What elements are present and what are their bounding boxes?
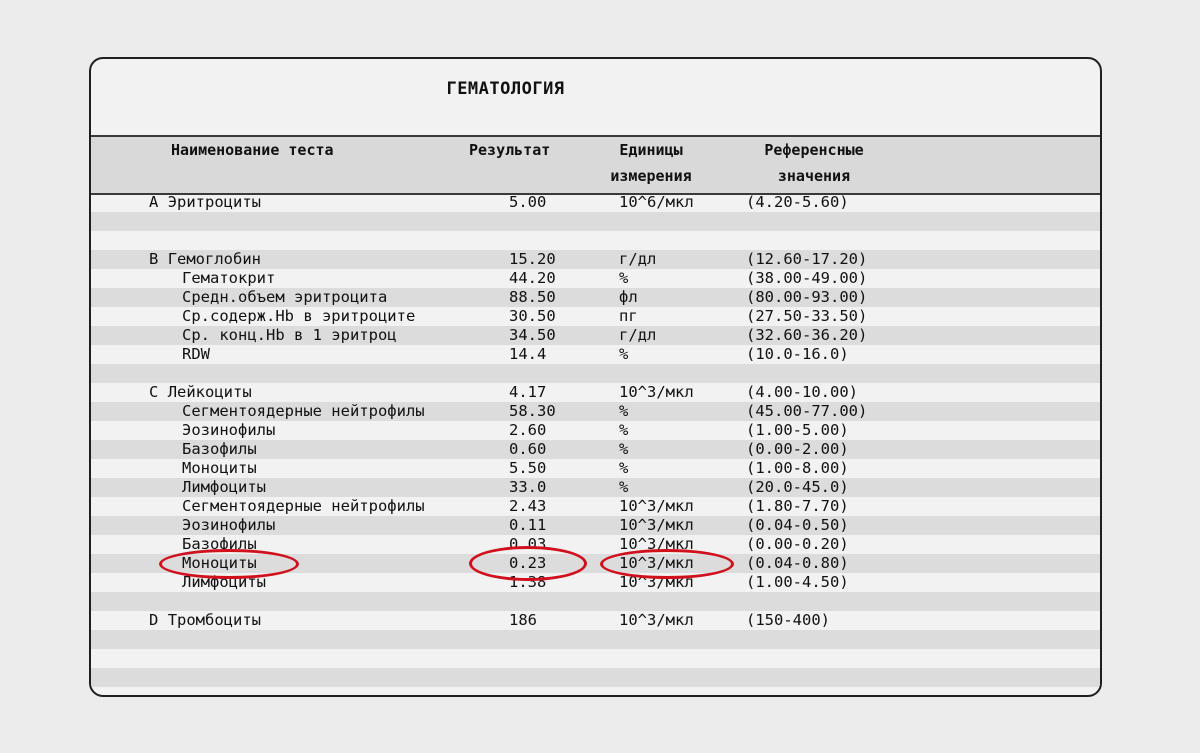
header-ref-line1: Референсные: [764, 141, 864, 159]
table-row: [91, 573, 1100, 592]
test-reference: (0.04-0.50): [746, 516, 849, 534]
test-name-text: Сегментоядерные нейтрофилы: [182, 402, 425, 420]
header-units-line1: Единицы: [619, 141, 683, 159]
test-name-text: Тромбоциты: [167, 611, 262, 629]
test-result: 2.60: [509, 421, 547, 439]
table-row: [91, 326, 1100, 345]
header-units-line2: измерения: [610, 167, 692, 185]
table-row: [91, 402, 1100, 421]
table-header: [91, 135, 1100, 195]
test-name: [182, 307, 415, 326]
table-row: [91, 440, 1100, 459]
header-result: Результат: [469, 141, 551, 159]
table-row-blank: [91, 687, 1100, 697]
test-name: [182, 440, 257, 459]
test-result: 5.00: [509, 193, 547, 211]
test-reference: (45.00-77.00): [746, 402, 868, 420]
test-reference: (32.60-36.20): [746, 326, 868, 344]
test-name-text: Лимфоциты: [182, 478, 266, 496]
test-result: 0.03: [509, 535, 547, 553]
test-unit: %: [619, 440, 629, 458]
table-row-blank: [91, 630, 1100, 649]
test-reference: (1.00-4.50): [746, 573, 849, 591]
test-name-text: Ср. конц.Hb в 1 эритроц: [182, 326, 397, 344]
table-row-blank: [91, 649, 1100, 668]
test-result: 58.30: [509, 402, 556, 420]
test-reference: (12.60-17.20): [746, 250, 868, 268]
test-name-text: Моноциты: [182, 554, 257, 572]
test-name: [149, 250, 261, 269]
test-unit: %: [619, 402, 629, 420]
test-name: [182, 421, 275, 440]
hematology-report: [89, 57, 1102, 697]
test-result: 15.20: [509, 250, 556, 268]
test-result: 0.11: [509, 516, 547, 534]
table-row: [91, 516, 1100, 535]
test-unit: %: [619, 459, 629, 477]
table-row: [91, 421, 1100, 440]
test-name: [182, 516, 275, 535]
section-letter: A: [149, 193, 159, 211]
results-table: [91, 193, 1100, 697]
test-name: [182, 497, 425, 516]
test-unit: %: [619, 269, 629, 287]
test-name: [149, 611, 261, 630]
table-row: [91, 497, 1100, 516]
test-name-text: Моноциты: [182, 459, 257, 477]
section-letter: C: [149, 383, 159, 401]
section-letter: D: [149, 611, 159, 629]
section-letter: B: [149, 250, 159, 268]
table-row: [91, 345, 1100, 364]
test-unit: %: [619, 345, 629, 363]
test-name: [182, 326, 397, 345]
test-unit: 10^3/мкл: [619, 535, 694, 553]
test-reference: (1.80-7.70): [746, 497, 849, 515]
test-name-text: Базофилы: [182, 440, 257, 458]
test-name: [182, 535, 257, 554]
test-reference: (0.04-0.80): [746, 554, 849, 572]
test-result: 0.60: [509, 440, 547, 458]
test-name: [149, 383, 252, 402]
test-result: 186: [509, 611, 537, 629]
test-unit: %: [619, 478, 629, 496]
test-reference: (1.00-8.00): [746, 459, 849, 477]
test-name-text: Базофилы: [182, 535, 257, 553]
test-name-text: Эозинофилы: [182, 516, 276, 534]
test-name: [182, 478, 266, 497]
test-unit: 10^3/мкл: [619, 383, 694, 401]
test-reference: (0.00-0.20): [746, 535, 849, 553]
table-row: [91, 459, 1100, 478]
test-result: 5.50: [509, 459, 547, 477]
table-row: [91, 307, 1100, 326]
test-name-text: Сегментоядерные нейтрофилы: [182, 497, 425, 515]
test-result: 1.38: [509, 573, 547, 591]
test-reference: (27.50-33.50): [746, 307, 868, 325]
table-row-blank: [91, 212, 1100, 231]
test-name-text: Эритроциты: [167, 193, 262, 211]
table-row: [91, 250, 1100, 269]
test-unit: 10^3/мкл: [619, 516, 694, 534]
test-unit: 10^6/мкл: [619, 193, 694, 211]
test-reference: (150-400): [746, 611, 830, 629]
table-row: [91, 478, 1100, 497]
test-name-text: Гематокрит: [182, 269, 276, 287]
test-name-text: RDW: [182, 345, 210, 363]
test-unit: 10^3/мкл: [619, 573, 694, 591]
test-name: [182, 459, 257, 478]
test-name: [182, 573, 266, 592]
test-reference: (4.20-5.60): [746, 193, 849, 211]
test-name: [182, 288, 387, 307]
table-row: [91, 611, 1100, 630]
test-unit: %: [619, 421, 629, 439]
table-row: [91, 554, 1100, 573]
test-reference: (38.00-49.00): [746, 269, 868, 287]
table-row: [91, 288, 1100, 307]
test-result: 33.0: [509, 478, 547, 496]
report-title: ГЕМАТОЛОГИЯ: [446, 79, 565, 99]
table-row: [91, 383, 1100, 402]
test-reference: (4.00-10.00): [746, 383, 858, 401]
test-result: 30.50: [509, 307, 556, 325]
test-unit: 10^3/мкл: [619, 554, 694, 572]
table-row: [91, 535, 1100, 554]
test-result: 14.4: [509, 345, 547, 363]
table-row: [91, 193, 1100, 212]
test-unit: 10^3/мкл: [619, 611, 694, 629]
test-name-text: Лейкоциты: [167, 383, 252, 401]
test-result: 44.20: [509, 269, 556, 287]
test-unit: фл: [619, 288, 638, 306]
table-row-blank: [91, 668, 1100, 687]
test-reference: (1.00-5.00): [746, 421, 849, 439]
header-ref-line2: значения: [777, 167, 851, 185]
test-name-text: Эозинофилы: [182, 421, 276, 439]
test-result: 34.50: [509, 326, 556, 344]
test-result: 0.23: [509, 554, 547, 572]
test-name-text: Средн.объем эритроцита: [182, 288, 388, 306]
test-result: 2.43: [509, 497, 547, 515]
test-result: 4.17: [509, 383, 547, 401]
table-row-blank: [91, 592, 1100, 611]
test-result: 88.50: [509, 288, 556, 306]
test-reference: (80.00-93.00): [746, 288, 868, 306]
test-unit: 10^3/мкл: [619, 497, 694, 515]
test-name-text: Ср.содерж.Hb в эритроците: [182, 307, 416, 325]
header-test-name: Наименование теста: [171, 141, 334, 159]
test-reference: (10.0-16.0): [746, 345, 849, 363]
test-reference: (20.0-45.0): [746, 478, 849, 496]
table-row-blank: [91, 231, 1100, 250]
test-unit: г/дл: [619, 250, 657, 268]
test-name: [182, 402, 425, 421]
table-row: [91, 269, 1100, 288]
test-name-text: Гемоглобин: [167, 250, 262, 268]
test-name: [149, 193, 261, 212]
test-name: [182, 554, 257, 573]
test-unit: г/дл: [619, 326, 657, 344]
table-row-blank: [91, 364, 1100, 383]
test-reference: (0.00-2.00): [746, 440, 849, 458]
test-name: [182, 269, 275, 288]
test-unit: пг: [619, 307, 638, 325]
test-name: [182, 345, 210, 364]
test-name-text: Лимфоциты: [182, 573, 266, 591]
